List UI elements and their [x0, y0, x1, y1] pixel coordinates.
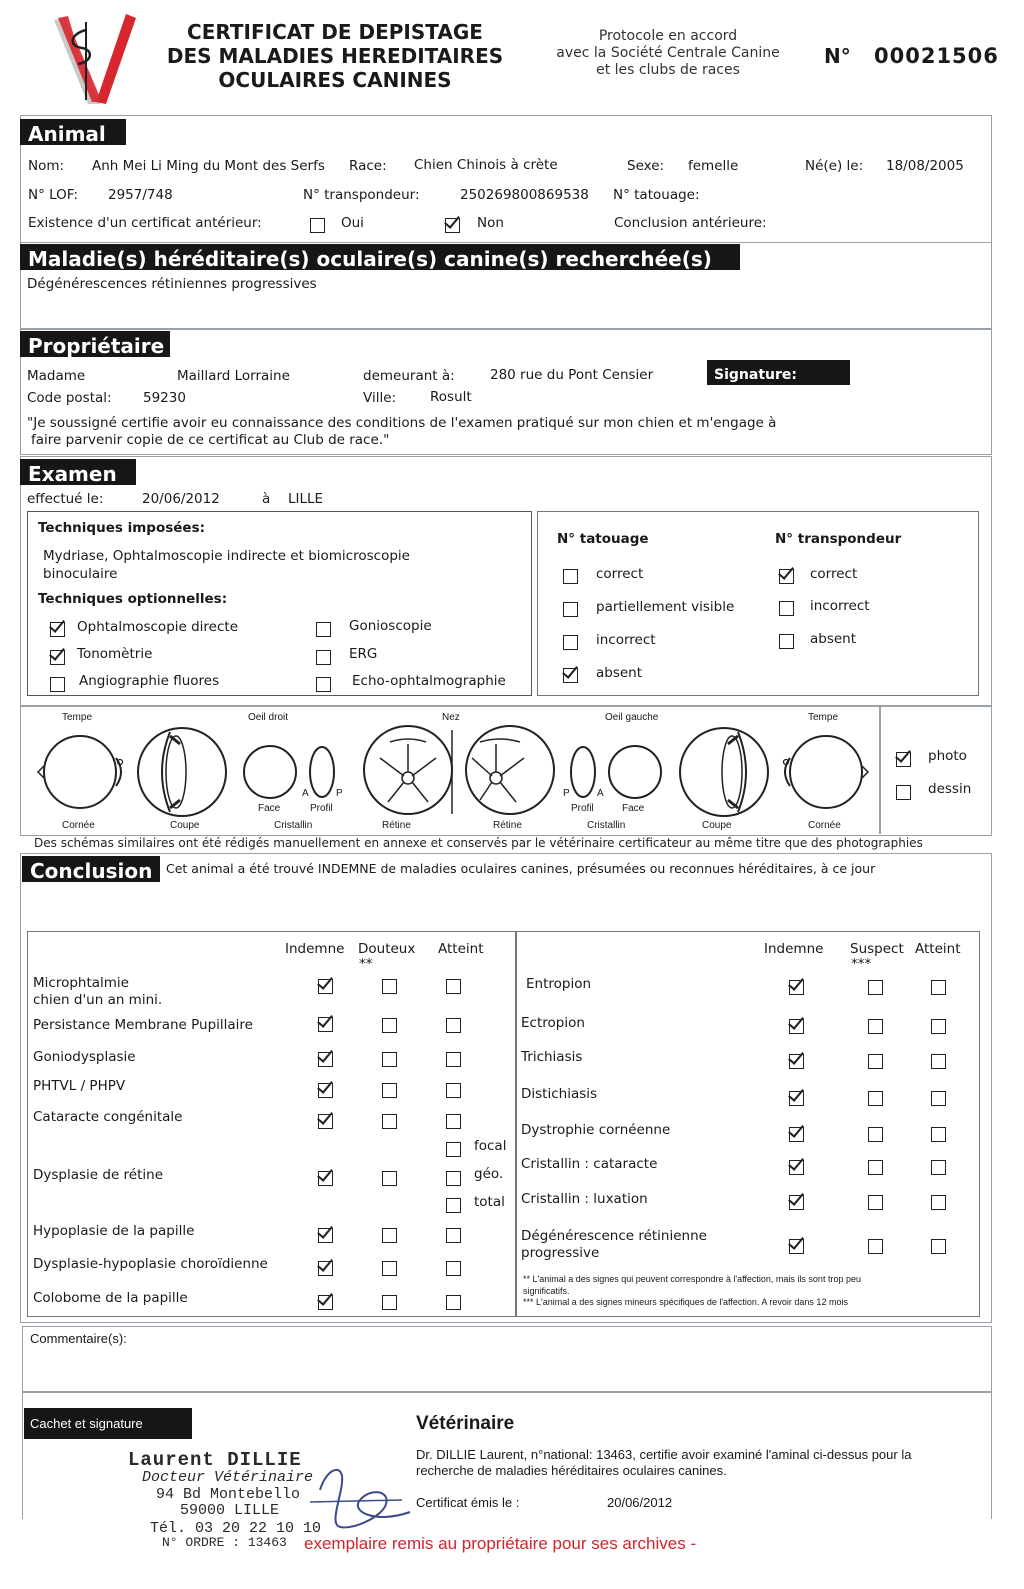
tattoo-label: N° tatouage: [613, 187, 700, 203]
row-dysplasie-retine: Dysplasie de rétine [33, 1167, 164, 1183]
angiography-checkbox[interactable] [50, 677, 65, 692]
imposed-line-1: Mydriase, Ophtalmoscopie indirecte et biomicroscopie [43, 548, 410, 564]
handwritten-signature [290, 1460, 420, 1540]
goniodysplasie-atteint-checkbox[interactable] [446, 1052, 461, 1067]
cristallin-cataracte-atteint-checkbox[interactable] [931, 1160, 946, 1175]
dystrophie-indemne-checkbox[interactable] [789, 1127, 804, 1142]
hypoplasie-douteux-checkbox[interactable] [382, 1228, 397, 1243]
a-label-left: A [597, 788, 604, 799]
optional-title: Techniques optionnelles: [38, 591, 228, 607]
footnote-1: ** L'animal a des signes qui peuvent correspondre à l'affection, mais ils sont trop peu [523, 1274, 861, 1284]
profil-label-right: Profil [310, 803, 333, 814]
copy-note: exemplaire remis au propriétaire pour ses archives - [304, 1534, 697, 1553]
cristallin-luxation-suspect-checkbox[interactable] [868, 1195, 883, 1210]
gonioscopy-checkbox[interactable] [316, 622, 331, 637]
cristallin-right-label: Cristallin [274, 820, 313, 831]
nez-label: Nez [442, 712, 460, 723]
cataracte-congenitale-indemne-checkbox[interactable] [318, 1114, 333, 1129]
choroidienne-indemne-checkbox[interactable] [318, 1261, 333, 1276]
transponder-label: N° transpondeur: [303, 187, 420, 203]
right-header-suspect-mark: *** [851, 956, 872, 972]
hypoplasie-atteint-checkbox[interactable] [446, 1228, 461, 1243]
dysplasie-retine-indemne-checkbox[interactable] [318, 1171, 333, 1186]
right-header-indemne: Indemne [764, 941, 824, 957]
left-header-atteint: Atteint [438, 941, 484, 957]
prior-cert-non-checkbox[interactable] [445, 218, 460, 233]
signature-label: Signature: [707, 360, 850, 385]
tattoo-incorrect-checkbox[interactable] [563, 635, 578, 650]
distichiasis-indemne-checkbox[interactable] [789, 1091, 804, 1106]
row-choroidienne: Dysplasie-hypoplasie choroïdienne [33, 1256, 268, 1272]
transponder-incorrect-label: incorrect [810, 598, 870, 614]
cornee-left-label: Cornée [808, 820, 841, 831]
tattoo-absent-checkbox[interactable] [563, 668, 578, 683]
row-cataracte-congenitale: Cataracte congénitale [33, 1109, 183, 1125]
stamp-street: 94 Bd Montebello [156, 1486, 301, 1503]
microphtalmie-atteint-checkbox[interactable] [446, 979, 461, 994]
title-line-3: OCULAIRES CANINES [218, 68, 452, 92]
owner-postal: 59230 [143, 390, 186, 406]
row-degenerescence: Dégénérescence rétinienne [521, 1228, 707, 1244]
cornea-right-icon [44, 736, 116, 808]
face-label-right: Face [258, 803, 281, 814]
cataracte-congenitale-douteux-checkbox[interactable] [382, 1114, 397, 1129]
lens-profile-right-icon [310, 747, 334, 797]
cristallin-cataracte-indemne-checkbox[interactable] [789, 1160, 804, 1175]
ectropion-suspect-checkbox[interactable] [868, 1019, 883, 1034]
imposed-line-2: binoculaire [43, 566, 118, 582]
footnote-2: *** L'animal a des signes mineurs spécifiques de l'affection. A revoir dans 12 mois [523, 1297, 848, 1307]
stamp-city: 59000 LILLE [180, 1502, 280, 1519]
cristallin-left-label: Cristallin [587, 820, 626, 831]
transponder-incorrect-checkbox[interactable] [779, 601, 794, 616]
angiography-label: Angiographie fluores [79, 673, 220, 689]
erg-label: ERG [349, 646, 378, 662]
certificate-title [150, 20, 520, 92]
animal-birthdate: 18/08/2005 [886, 158, 964, 174]
transponder-correct-checkbox[interactable] [779, 569, 794, 584]
face-label-left: Face [622, 803, 645, 814]
residing-label: demeurant à: [363, 368, 455, 384]
vet-text-2: recherche de maladies héréditaires oculaires canines. [416, 1463, 727, 1478]
p-label-left: P [563, 788, 570, 799]
p-label-right: P [336, 788, 343, 799]
row-ectropion: Ectropion [521, 1015, 585, 1031]
non-label: Non [477, 215, 504, 231]
echo-checkbox[interactable] [316, 677, 331, 692]
row-dystrophie: Dystrophie cornéenne [521, 1122, 671, 1138]
transponder-value: 250269800869538 [460, 187, 589, 203]
cornea-left-icon [790, 736, 862, 808]
breed-label: Race: [349, 158, 387, 174]
retina-total-label: total [474, 1194, 505, 1210]
owner-statement-2: faire parvenir copie de ce certificat au Club de race." [31, 432, 390, 448]
row-entropion: Entropion [526, 976, 592, 992]
tattoo-partial-checkbox[interactable] [563, 602, 578, 617]
microphtalmie-douteux-checkbox[interactable] [382, 979, 397, 994]
row-distichiasis: Distichiasis [521, 1086, 598, 1102]
transponder-absent-label: absent [810, 631, 857, 647]
disease-value: Dégénérescences rétiniennes progressives [27, 276, 317, 292]
imposed-title: Techniques imposées: [38, 520, 206, 536]
left-header-douteux: Douteux [358, 941, 416, 957]
pmp-douteux-checkbox[interactable] [382, 1018, 397, 1033]
prior-cert-oui-checkbox[interactable] [310, 218, 325, 233]
title-line-1: CERTIFICAT DE DEPISTAGE [187, 20, 483, 44]
protocol-text [548, 28, 788, 79]
diagram-divider [879, 706, 881, 834]
cataracte-congenitale-atteint-checkbox[interactable] [446, 1114, 461, 1129]
animal-section-header: Animal [20, 119, 126, 145]
tempe-right-label: Tempe [808, 712, 839, 723]
stamp-name: Laurent DILLIE [128, 1449, 302, 1471]
photo-label: photo [928, 748, 967, 764]
goniodysplasie-douteux-checkbox[interactable] [382, 1052, 397, 1067]
row-hypoplasie-papille: Hypoplasie de la papille [33, 1223, 195, 1239]
title-line-2: DES MALADIES HEREDITAIRES [166, 44, 504, 68]
name-label: Nom: [28, 158, 65, 174]
transponder-title: N° transpondeur [775, 531, 902, 547]
pmp-atteint-checkbox[interactable] [446, 1018, 461, 1033]
owner-name: Maillard Lorraine [177, 368, 290, 384]
issued-date: 20/06/2012 [607, 1495, 673, 1510]
retina-total-checkbox[interactable] [446, 1198, 461, 1213]
owner-city: Rosult [430, 389, 472, 405]
tattoo-title: N° tatouage [557, 531, 649, 547]
coupe-left-label: Coupe [702, 820, 732, 831]
retina-geo-label: géo. [474, 1166, 504, 1182]
cristallin-luxation-atteint-checkbox[interactable] [931, 1195, 946, 1210]
profil-label-left: Profil [571, 803, 594, 814]
coupe-right-label: Coupe [170, 820, 200, 831]
stamp-label: Cachet et signature [24, 1408, 192, 1439]
entropion-suspect-checkbox[interactable] [868, 980, 883, 995]
diagram-note: Des schémas similaires ont été rédigés manuellement en annexe et conservés par le vétérinaire certificateur au même titre que des photographies [34, 836, 923, 850]
tonometry-checkbox[interactable] [50, 650, 65, 665]
row-phtvl: PHTVL / PHPV [33, 1078, 126, 1094]
cornee-right-label: Cornée [62, 820, 95, 831]
footnote-1b: significatifs. [523, 1286, 570, 1296]
oeil-droit-label: Oeil droit [248, 712, 289, 723]
born-label: Né(e) le: [805, 158, 864, 174]
microphtalmie-indemne-checkbox[interactable] [318, 979, 333, 994]
retina-geo-checkbox[interactable] [446, 1171, 461, 1186]
dysplasie-retine-douteux-checkbox[interactable] [382, 1171, 397, 1186]
exam-date: 20/06/2012 [142, 491, 220, 507]
trichiasis-atteint-checkbox[interactable] [931, 1054, 946, 1069]
trichiasis-suspect-checkbox[interactable] [868, 1054, 883, 1069]
right-header-suspect: Suspect [850, 941, 904, 957]
colobome-douteux-checkbox[interactable] [382, 1295, 397, 1310]
tattoo-absent-label: absent [596, 665, 643, 681]
stamp-phone: Tél. 03 20 22 10 10 [150, 1520, 322, 1537]
stamp-order: N° ORDRE : 13463 [162, 1535, 287, 1550]
gonioscopy-label: Gonioscopie [349, 618, 432, 634]
ectropion-indemne-checkbox[interactable] [789, 1019, 804, 1034]
echo-label: Echo-ophtalmographie [352, 673, 506, 689]
logo [48, 8, 138, 106]
stamp-title: Docteur Vétérinaire [142, 1469, 314, 1486]
vet-title: Vétérinaire [416, 1413, 515, 1434]
issued-label: Certificat émis le : [416, 1495, 520, 1510]
exam-at-label: à [262, 491, 271, 507]
left-header-douteux-mark: ** [359, 956, 373, 972]
row-goniodysplasie: Goniodysplasie [33, 1049, 136, 1065]
oui-label: Oui [341, 215, 364, 231]
tempe-left-label: Tempe [62, 712, 93, 723]
lens-face-right-icon [244, 746, 296, 798]
erg-checkbox[interactable] [316, 650, 331, 665]
row-colobome: Colobome de la papille [33, 1290, 188, 1306]
lof-value: 2957/748 [108, 187, 173, 203]
lens-profile-left-icon [571, 747, 595, 797]
phtvl-douteux-checkbox[interactable] [382, 1083, 397, 1098]
ectropion-atteint-checkbox[interactable] [931, 1019, 946, 1034]
transponder-absent-checkbox[interactable] [779, 634, 794, 649]
city-label: Ville: [363, 390, 397, 406]
choroidienne-douteux-checkbox[interactable] [382, 1261, 397, 1276]
retine-left-label: Rétine [493, 820, 522, 831]
vet-text-1: Dr. DILLIE Laurent, n°national: 13463, certifie avoir examiné l'aminal ci-dessus pour la [416, 1447, 912, 1462]
owner-section-header: Propriétaire [20, 331, 170, 357]
animal-sex: femelle [688, 158, 739, 174]
owner-statement-1: "Je soussigné certifie avoir eu connaissance des conditions de l'examen pratiqué sur mon chien et m'engage à [27, 415, 777, 431]
retine-right-label: Rétine [382, 820, 411, 831]
certificate-number: 00021506 [874, 44, 999, 68]
pmp-indemne-checkbox[interactable] [318, 1017, 333, 1032]
left-header-indemne: Indemne [285, 941, 345, 957]
degenerescence-suspect-checkbox[interactable] [868, 1239, 883, 1254]
owner-title: Madame [27, 368, 86, 384]
coupe-left-icon [680, 728, 768, 816]
sex-label: Sexe: [627, 158, 665, 174]
row-pmp: Persistance Membrane Pupillaire [33, 1017, 253, 1033]
tattoo-correct-checkbox[interactable] [563, 569, 578, 584]
animal-breed: Chien Chinois à crète [414, 157, 558, 173]
a-label-right: A [302, 788, 309, 799]
dystrophie-atteint-checkbox[interactable] [931, 1127, 946, 1142]
transponder-correct-label: correct [810, 566, 858, 582]
tattoo-partial-label: partiellement visible [596, 599, 735, 615]
tattoo-correct-label: correct [596, 566, 644, 582]
oeil-gauche-label: Oeil gauche [605, 712, 659, 723]
conclusion-section-header: Conclusion [22, 856, 160, 882]
comments-frame [22, 1326, 992, 1392]
postal-label: Code postal: [27, 390, 112, 406]
tattoo-incorrect-label: incorrect [596, 632, 656, 648]
protocol-line-1: Protocole en accord [598, 28, 738, 44]
owner-address: 280 rue du Pont Censier [490, 367, 654, 383]
prior-cert-label: Existence d'un certificat antérieur: [28, 215, 262, 231]
disease-section-header: Maladie(s) héréditaire(s) oculaire(s) canine(s) recherchée(s) [20, 244, 740, 270]
photo-checkbox[interactable] [896, 752, 911, 767]
row-microphtalmie: Microphtalmie [33, 975, 129, 991]
goniodysplasie-indemne-checkbox[interactable] [318, 1052, 333, 1067]
row-degenerescence-2: progressive [521, 1245, 600, 1261]
certificate-number-label: N° [824, 44, 851, 68]
ophthalmoscopy-checkbox[interactable] [50, 622, 65, 637]
animal-name: Anh Mei Li Ming du Mont des Serfs [92, 158, 325, 174]
choroidienne-atteint-checkbox[interactable] [446, 1261, 461, 1276]
dessin-label: dessin [928, 781, 972, 797]
row-microphtalmie-note: chien d'un an mini. [33, 992, 163, 1008]
retina-focal-checkbox[interactable] [446, 1142, 461, 1157]
row-cristallin-cataracte: Cristallin : cataracte [521, 1156, 658, 1172]
retina-focal-label: focal [474, 1138, 507, 1154]
comments-label: Commentaire(s): [30, 1331, 127, 1346]
phtvl-indemne-checkbox[interactable] [318, 1083, 333, 1098]
dystrophie-suspect-checkbox[interactable] [868, 1127, 883, 1142]
ophthalmoscopy-label: Ophtalmoscopie directe [77, 619, 239, 635]
distichiasis-suspect-checkbox[interactable] [868, 1091, 883, 1106]
row-trichiasis: Trichiasis [521, 1049, 583, 1065]
degenerescence-indemne-checkbox[interactable] [789, 1239, 804, 1254]
lof-label: N° LOF: [28, 187, 79, 203]
hypoplasie-indemne-checkbox[interactable] [318, 1228, 333, 1243]
right-header-atteint: Atteint [915, 941, 961, 957]
eye-diagrams [30, 722, 875, 820]
dessin-checkbox[interactable] [896, 785, 911, 800]
protocol-line-3: et les clubs de races [596, 62, 740, 78]
entropion-atteint-checkbox[interactable] [931, 980, 946, 995]
degenerescence-atteint-checkbox[interactable] [931, 1239, 946, 1254]
prior-conclusion-label: Conclusion antérieure: [614, 215, 767, 231]
trichiasis-indemne-checkbox[interactable] [789, 1054, 804, 1069]
phtvl-atteint-checkbox[interactable] [446, 1083, 461, 1098]
exam-section-header: Examen [20, 459, 136, 485]
conclusion-text: Cet animal a été trouvé INDEMNE de maladies oculaires canines, présumées ou reconnues héréditaires, à ce jour [166, 861, 876, 876]
distichiasis-atteint-checkbox[interactable] [931, 1091, 946, 1106]
tonometry-label: Tonomètrie [77, 646, 153, 662]
colobome-atteint-checkbox[interactable] [446, 1295, 461, 1310]
cristallin-luxation-indemne-checkbox[interactable] [789, 1195, 804, 1210]
colobome-indemne-checkbox[interactable] [318, 1295, 333, 1310]
exam-done-label: effectué le: [27, 491, 104, 507]
entropion-indemne-checkbox[interactable] [789, 980, 804, 995]
exam-place: LILLE [288, 491, 324, 507]
cristallin-cataracte-suspect-checkbox[interactable] [868, 1160, 883, 1175]
row-cristallin-luxation: Cristallin : luxation [521, 1191, 648, 1207]
lens-face-left-icon [609, 746, 661, 798]
protocol-line-2: avec la Société Centrale Canine [556, 45, 780, 61]
